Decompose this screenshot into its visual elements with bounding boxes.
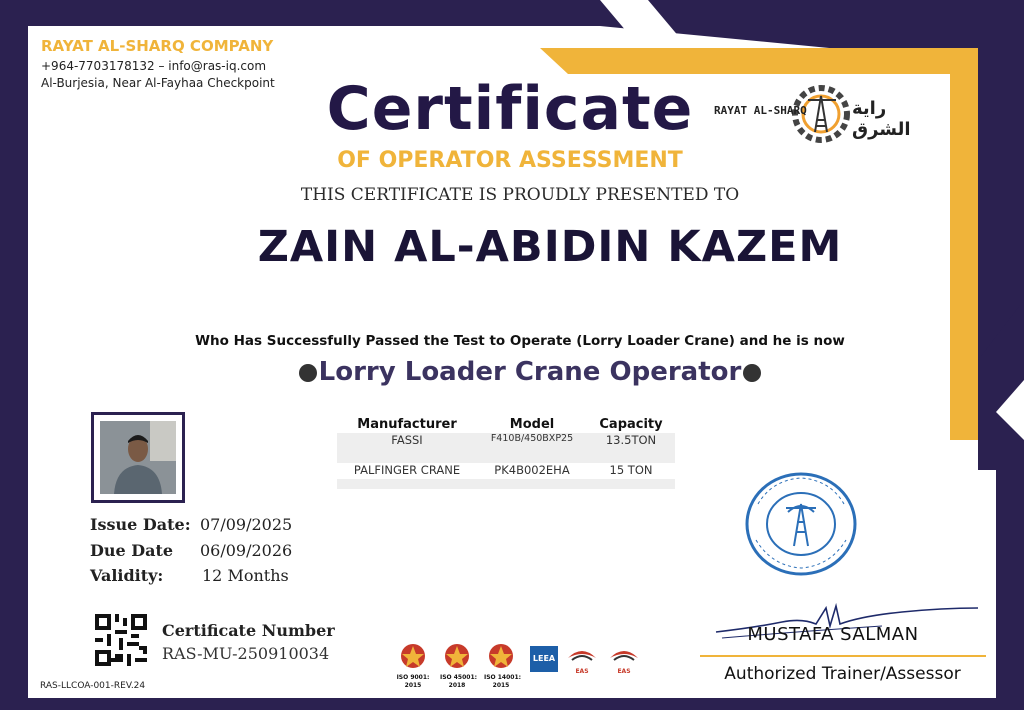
row-capacity: 15 TON <box>609 463 653 477</box>
table-header-row <box>337 417 675 433</box>
issue-date-value: 07/09/2025 <box>200 515 293 534</box>
company-logo <box>712 82 930 148</box>
iso-badge-icon <box>484 642 522 690</box>
due-date-label: Due Date <box>90 541 174 560</box>
leea-label: LEEA <box>530 646 558 672</box>
due-date-value: 06/09/2026 <box>200 541 293 560</box>
row-capacity: 13.5TON <box>605 433 657 447</box>
person-photo-icon <box>100 421 176 494</box>
passed-line: Who Has Successfully Passed the Test to Operate (Lorry Loader Crane) and he is now <box>195 333 845 349</box>
row-manufacturer: PALFINGER CRANE <box>353 463 461 477</box>
validity-label: Validity: <box>90 566 164 585</box>
signature-line <box>700 655 986 657</box>
table-spacer <box>337 453 675 463</box>
certificate-number-label: Certificate Number <box>162 621 335 640</box>
row-manufacturer: FASSI <box>391 433 423 447</box>
company-address: Al-Burjesia, Near Al-Fayhaa Checkpoint <box>41 76 275 90</box>
eas-badge-icon <box>566 644 598 676</box>
recipient-name: ZAIN AL-ABIDIN KAZEM <box>257 222 843 272</box>
bullet-icon <box>743 364 761 382</box>
certificate-number-value: RAS-MU-250910034 <box>162 644 330 663</box>
logo-text-en: RAYAT AL-SHARQ <box>714 104 807 117</box>
logo-text-ar: راية الشرق <box>852 98 911 140</box>
recipient-photo <box>91 412 185 503</box>
badge-caption: ISO 14001: 2015 <box>484 674 522 689</box>
header-manufacturer: Manufacturer <box>357 417 457 432</box>
iso-badge-icon <box>440 642 478 690</box>
row-model: PK4B002EHA <box>494 463 570 477</box>
accreditation-badges <box>396 642 646 694</box>
row-model: F410B/450BXP25 <box>490 433 574 444</box>
header-model: Model <box>509 417 555 432</box>
issue-date-label: Issue Date: <box>90 515 191 534</box>
company-contact: +964-7703178132 – info@ras-iq.com <box>41 59 267 73</box>
header-capacity: Capacity <box>599 417 663 432</box>
certificate-title: Certificate <box>326 74 694 144</box>
badge-caption: ISO 9001: 2015 <box>396 674 430 689</box>
iso-badge-icon <box>396 642 430 690</box>
badge-caption: ISO 45001: 2018 <box>440 674 478 689</box>
trainer-name: MUSTAFA SALMAN <box>747 624 919 645</box>
leea-badge-icon <box>530 646 558 672</box>
role-text: Lorry Loader Crane Operator <box>318 357 742 387</box>
equipment-table <box>337 417 675 489</box>
eas-badge-icon <box>608 644 640 676</box>
presented-line: THIS CERTIFICATE IS PROUDLY PRESENTED TO <box>300 185 740 205</box>
role-title <box>250 357 810 387</box>
table-row <box>337 463 675 479</box>
certificate-subtitle: OF OPERATOR ASSESSMENT <box>337 148 683 173</box>
validity-value: 12 Months <box>202 566 289 585</box>
company-stamp-icon <box>742 470 860 578</box>
photo-image <box>100 421 176 494</box>
qr-code-icon <box>95 614 147 666</box>
company-name: RAYAT AL-SHARQ COMPANY <box>41 37 274 55</box>
bullet-icon <box>299 364 317 382</box>
trainer-role: Authorized Trainer/Assessor <box>724 664 961 684</box>
badge-caption: EAS <box>617 668 631 675</box>
document-code: RAS-LLCOA-001-REV.24 <box>40 681 146 691</box>
badge-caption: EAS <box>575 668 589 675</box>
table-footer-band <box>337 479 675 489</box>
table-row <box>337 433 675 453</box>
